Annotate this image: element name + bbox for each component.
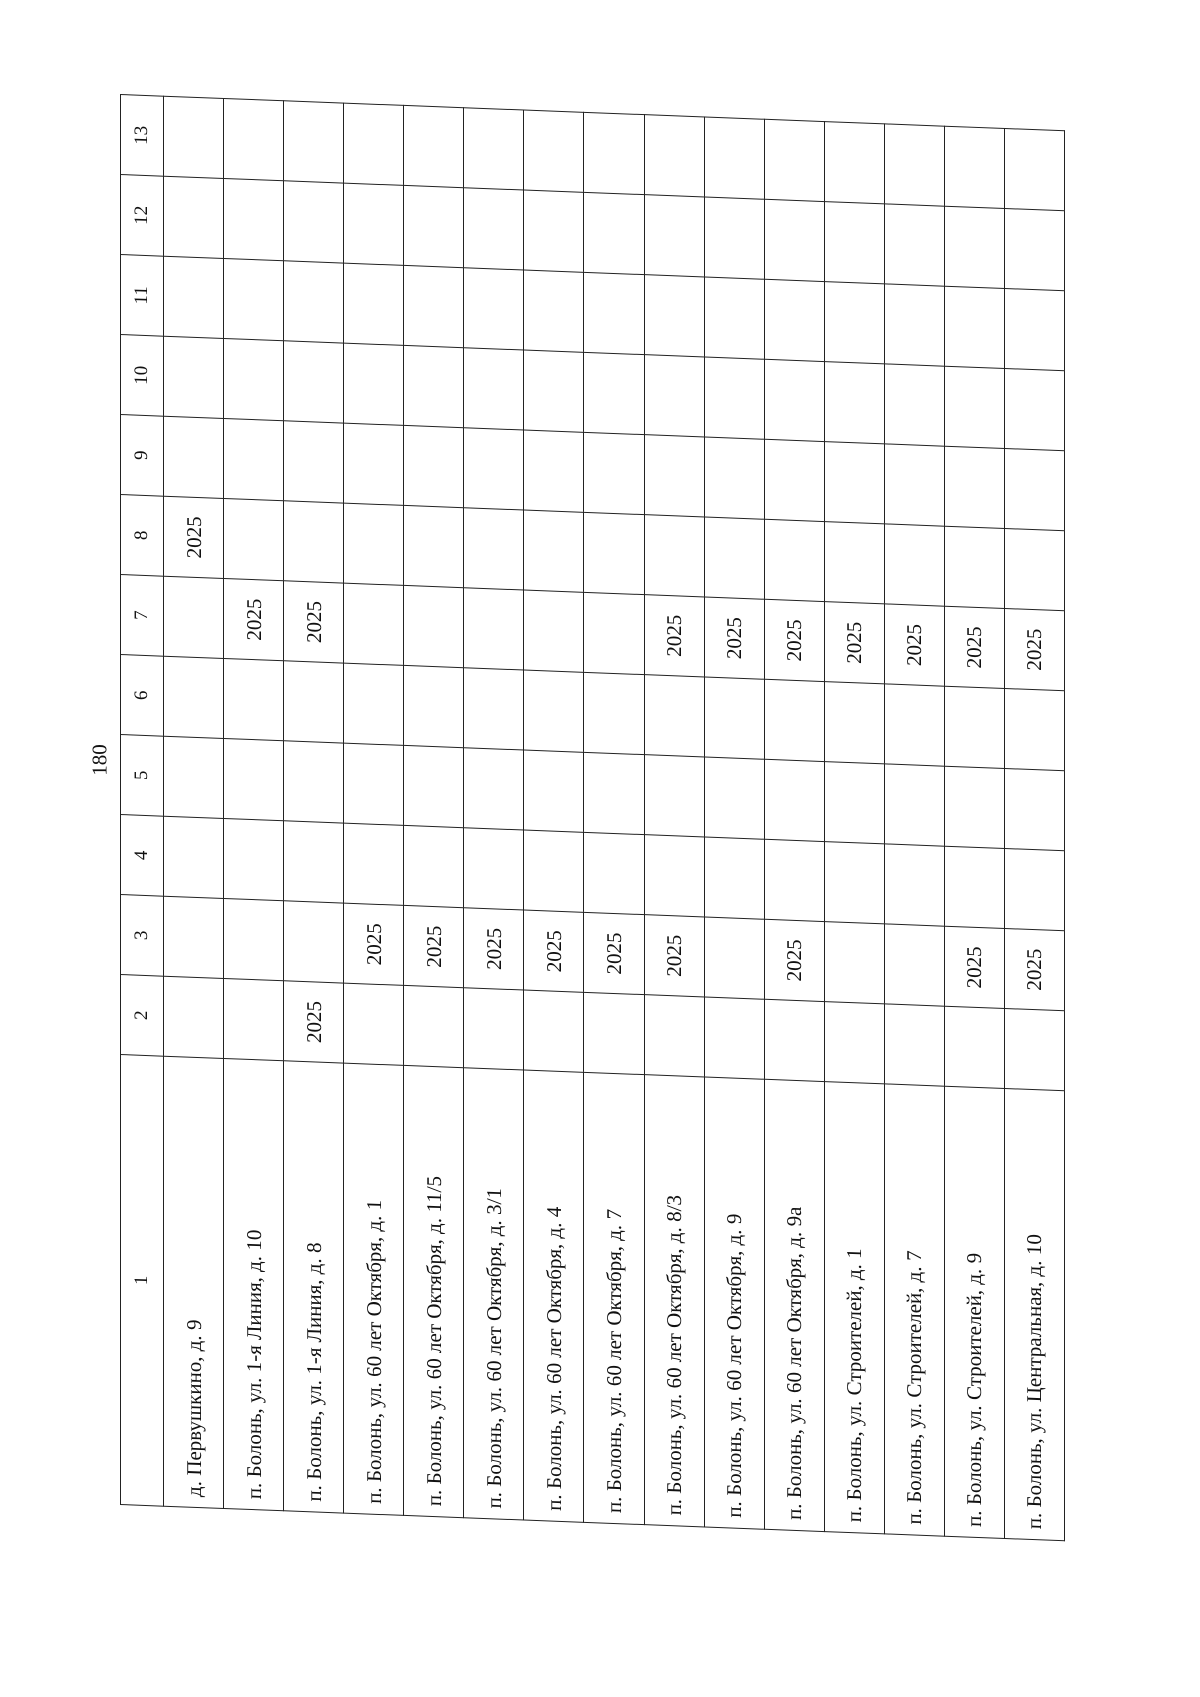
year-cell: 2025 xyxy=(224,578,284,660)
address-cell: п. Болонь, ул. 60 лет Октября, д. 8/3 xyxy=(644,1075,704,1527)
year-cell xyxy=(704,677,764,759)
address-cell: п. Болонь, ул. 60 лет Октября, д. 4 xyxy=(524,1070,584,1522)
address-cell: п. Болонь, ул. 60 лет Октября, д. 3/1 xyxy=(464,1068,524,1520)
table-row xyxy=(704,117,764,1529)
table-row xyxy=(344,103,404,1515)
year-cell xyxy=(644,115,704,197)
year-cell xyxy=(1004,288,1064,370)
year-cell xyxy=(824,122,884,204)
year-cell: 2025 xyxy=(1004,608,1064,690)
year-cell xyxy=(1004,448,1064,530)
year-cell xyxy=(464,508,524,590)
address-cell: п. Болонь, ул. Строителей, д. 7 xyxy=(884,1084,944,1536)
year-cell: 2025 xyxy=(284,981,344,1063)
year-cell xyxy=(164,976,224,1058)
year-cell xyxy=(704,837,764,919)
schedule-table xyxy=(120,94,1065,1541)
year-cell xyxy=(644,755,704,837)
year-cell xyxy=(224,418,284,500)
year-cell xyxy=(344,583,404,665)
year-cell xyxy=(164,896,224,978)
year-cell xyxy=(704,197,764,279)
year-cell xyxy=(764,519,824,601)
year-cell xyxy=(284,821,344,903)
year-cell xyxy=(464,268,524,350)
column-header: 13 xyxy=(121,95,164,177)
column-header: 8 xyxy=(121,495,164,577)
year-cell xyxy=(404,105,464,187)
address-cell: п. Болонь, ул. Центральная, д. 10 xyxy=(1004,1088,1064,1540)
year-cell xyxy=(584,992,644,1074)
year-cell xyxy=(284,501,344,583)
year-cell xyxy=(224,498,284,580)
table-frame xyxy=(120,95,1065,1530)
year-cell xyxy=(884,1004,944,1086)
year-cell xyxy=(764,439,824,521)
year-cell xyxy=(284,101,344,183)
column-header: 5 xyxy=(121,735,164,817)
year-cell xyxy=(644,995,704,1077)
year-cell xyxy=(164,336,224,418)
year-cell xyxy=(344,423,404,505)
table-row xyxy=(524,110,584,1522)
year-cell xyxy=(224,98,284,180)
year-cell xyxy=(1004,688,1064,770)
year-cell xyxy=(884,924,944,1006)
column-header: 9 xyxy=(121,415,164,497)
year-cell xyxy=(584,832,644,914)
year-cell xyxy=(584,672,644,754)
table-row xyxy=(1004,128,1064,1540)
column-header: 6 xyxy=(121,655,164,737)
year-cell xyxy=(1004,848,1064,930)
table-row xyxy=(164,96,224,1508)
year-cell: 2025 xyxy=(824,602,884,684)
year-cell xyxy=(404,425,464,507)
year-cell xyxy=(524,350,584,432)
year-cell xyxy=(224,898,284,980)
year-cell xyxy=(944,126,1004,208)
table-row xyxy=(644,115,704,1527)
year-cell xyxy=(944,846,1004,928)
year-cell xyxy=(224,258,284,340)
year-cell xyxy=(344,103,404,185)
year-cell xyxy=(644,355,704,437)
column-header: 12 xyxy=(121,175,164,257)
year-cell xyxy=(404,185,464,267)
year-cell xyxy=(764,679,824,761)
year-cell xyxy=(344,183,404,265)
year-cell xyxy=(284,181,344,263)
year-cell xyxy=(1004,1008,1064,1090)
year-cell xyxy=(764,359,824,441)
year-cell xyxy=(644,515,704,597)
column-header: 3 xyxy=(121,895,164,977)
year-cell xyxy=(584,512,644,594)
year-cell: 2025 xyxy=(644,915,704,997)
year-cell: 2025 xyxy=(464,908,524,990)
year-cell xyxy=(824,842,884,924)
year-cell: 2025 xyxy=(164,496,224,578)
year-cell xyxy=(224,338,284,420)
year-cell xyxy=(944,766,1004,848)
address-cell: п. Болонь, ул. 60 лет Октября, д. 7 xyxy=(584,1072,644,1524)
year-cell xyxy=(224,658,284,740)
year-cell: 2025 xyxy=(884,604,944,686)
year-cell xyxy=(884,844,944,926)
year-cell xyxy=(704,997,764,1079)
year-cell xyxy=(464,668,524,750)
year-cell xyxy=(944,686,1004,768)
year-cell: 2025 xyxy=(944,606,1004,688)
year-cell xyxy=(524,990,584,1072)
column-header: 7 xyxy=(121,575,164,657)
year-cell xyxy=(584,752,644,834)
year-cell xyxy=(764,759,824,841)
year-cell xyxy=(764,279,824,361)
year-cell: 2025 xyxy=(764,599,824,681)
address-cell: п. Болонь, ул. Строителей, д. 9 xyxy=(944,1086,1004,1538)
year-cell xyxy=(944,286,1004,368)
year-cell xyxy=(164,736,224,818)
year-cell xyxy=(464,108,524,190)
year-cell xyxy=(524,510,584,592)
header-row xyxy=(121,95,164,1507)
year-cell xyxy=(704,117,764,199)
year-cell xyxy=(284,661,344,743)
year-cell xyxy=(644,435,704,517)
year-cell xyxy=(884,124,944,206)
year-cell xyxy=(344,263,404,345)
table-row xyxy=(584,112,644,1524)
year-cell xyxy=(884,444,944,526)
year-cell xyxy=(224,818,284,900)
address-cell: п. Болонь, ул. 60 лет Октября, д. 9 xyxy=(704,1077,764,1529)
year-cell xyxy=(824,362,884,444)
year-cell xyxy=(524,670,584,752)
year-cell xyxy=(164,816,224,898)
year-cell xyxy=(644,835,704,917)
year-cell xyxy=(884,364,944,446)
year-cell xyxy=(824,202,884,284)
year-cell xyxy=(584,432,644,514)
column-header: 4 xyxy=(121,815,164,897)
year-cell xyxy=(704,757,764,839)
year-cell xyxy=(824,522,884,604)
year-cell xyxy=(284,261,344,343)
year-cell xyxy=(164,96,224,178)
page-number: 180 xyxy=(87,744,112,776)
year-cell xyxy=(584,272,644,354)
year-cell xyxy=(944,206,1004,288)
year-cell xyxy=(824,282,884,364)
year-cell xyxy=(224,738,284,820)
year-cell xyxy=(704,437,764,519)
year-cell: 2025 xyxy=(284,581,344,663)
year-cell: 2025 xyxy=(584,912,644,994)
year-cell xyxy=(584,352,644,434)
year-cell xyxy=(164,656,224,738)
year-cell xyxy=(464,348,524,430)
year-cell xyxy=(884,284,944,366)
table-row xyxy=(764,119,824,1531)
year-cell xyxy=(344,743,404,825)
year-cell: 2025 xyxy=(1004,928,1064,1010)
year-cell: 2025 xyxy=(344,903,404,985)
year-cell xyxy=(704,277,764,359)
year-cell xyxy=(944,366,1004,448)
year-cell: 2025 xyxy=(764,919,824,1001)
year-cell xyxy=(284,341,344,423)
column-header: 2 xyxy=(121,975,164,1057)
year-cell: 2025 xyxy=(524,910,584,992)
year-cell xyxy=(164,576,224,658)
year-cell: 2025 xyxy=(944,926,1004,1008)
year-cell xyxy=(284,901,344,983)
year-cell xyxy=(164,416,224,498)
year-cell xyxy=(404,265,464,347)
year-cell xyxy=(704,517,764,599)
year-cell xyxy=(404,505,464,587)
year-cell xyxy=(344,503,404,585)
year-cell xyxy=(464,188,524,270)
year-cell xyxy=(164,256,224,338)
year-cell xyxy=(344,343,404,425)
year-cell xyxy=(464,748,524,830)
year-cell xyxy=(884,524,944,606)
address-cell: п. Болонь, ул. 60 лет Октября, д. 1 xyxy=(344,1063,404,1515)
year-cell xyxy=(404,745,464,827)
year-cell xyxy=(524,110,584,192)
table-row xyxy=(464,108,524,1520)
year-cell xyxy=(524,430,584,512)
year-cell xyxy=(824,1002,884,1084)
year-cell xyxy=(524,270,584,352)
year-cell: 2025 xyxy=(644,595,704,677)
year-cell: 2025 xyxy=(404,905,464,987)
year-cell xyxy=(824,922,884,1004)
year-cell xyxy=(764,999,824,1081)
year-cell xyxy=(404,585,464,667)
table-row xyxy=(284,101,344,1513)
year-cell xyxy=(284,421,344,503)
year-cell xyxy=(524,750,584,832)
table-row xyxy=(944,126,1004,1538)
year-cell: 2025 xyxy=(704,597,764,679)
year-cell xyxy=(224,978,284,1060)
year-cell xyxy=(464,588,524,670)
address-cell: п. Болонь, ул. 1-я Линия, д. 10 xyxy=(224,1058,284,1510)
address-cell: п. Болонь, ул. 1-я Линия, д. 8 xyxy=(284,1061,344,1513)
address-cell: п. Болонь, ул. 60 лет Октября, д. 9а xyxy=(764,1079,824,1531)
year-cell xyxy=(524,190,584,272)
year-cell xyxy=(704,357,764,439)
year-cell xyxy=(404,985,464,1067)
table-body xyxy=(164,96,1065,1541)
year-cell xyxy=(404,825,464,907)
year-cell xyxy=(764,839,824,921)
year-cell xyxy=(884,204,944,286)
table-row xyxy=(224,98,284,1510)
year-cell xyxy=(344,663,404,745)
table-row xyxy=(404,105,464,1517)
year-cell xyxy=(224,178,284,260)
table-row xyxy=(884,124,944,1536)
year-cell xyxy=(464,828,524,910)
year-cell xyxy=(884,684,944,766)
year-cell xyxy=(464,988,524,1070)
year-cell xyxy=(1004,528,1064,610)
year-cell xyxy=(824,762,884,844)
year-cell xyxy=(164,176,224,258)
column-header: 1 xyxy=(121,1055,164,1507)
year-cell xyxy=(284,741,344,823)
address-cell: д. Первушкино, д. 9 xyxy=(164,1056,224,1508)
year-cell xyxy=(764,119,824,201)
year-cell xyxy=(884,764,944,846)
year-cell xyxy=(644,275,704,357)
address-cell: п. Болонь, ул. 60 лет Октября, д. 11/5 xyxy=(404,1065,464,1517)
year-cell xyxy=(704,917,764,999)
year-cell xyxy=(644,675,704,757)
year-cell xyxy=(344,823,404,905)
year-cell xyxy=(824,682,884,764)
year-cell xyxy=(1004,208,1064,290)
year-cell xyxy=(1004,128,1064,210)
year-cell xyxy=(584,192,644,274)
year-cell xyxy=(1004,368,1064,450)
year-cell xyxy=(404,665,464,747)
year-cell xyxy=(584,592,644,674)
column-header: 10 xyxy=(121,335,164,417)
year-cell xyxy=(524,830,584,912)
year-cell xyxy=(404,345,464,427)
year-cell xyxy=(944,1006,1004,1088)
year-cell xyxy=(824,442,884,524)
year-cell xyxy=(944,526,1004,608)
year-cell xyxy=(764,199,824,281)
year-cell xyxy=(344,983,404,1065)
year-cell xyxy=(584,112,644,194)
year-cell xyxy=(524,590,584,672)
table-row xyxy=(824,122,884,1534)
address-cell: п. Болонь, ул. Строителей, д. 1 xyxy=(824,1082,884,1534)
year-cell xyxy=(644,195,704,277)
year-cell xyxy=(464,428,524,510)
year-cell xyxy=(1004,768,1064,850)
column-header: 11 xyxy=(121,255,164,337)
year-cell xyxy=(944,446,1004,528)
